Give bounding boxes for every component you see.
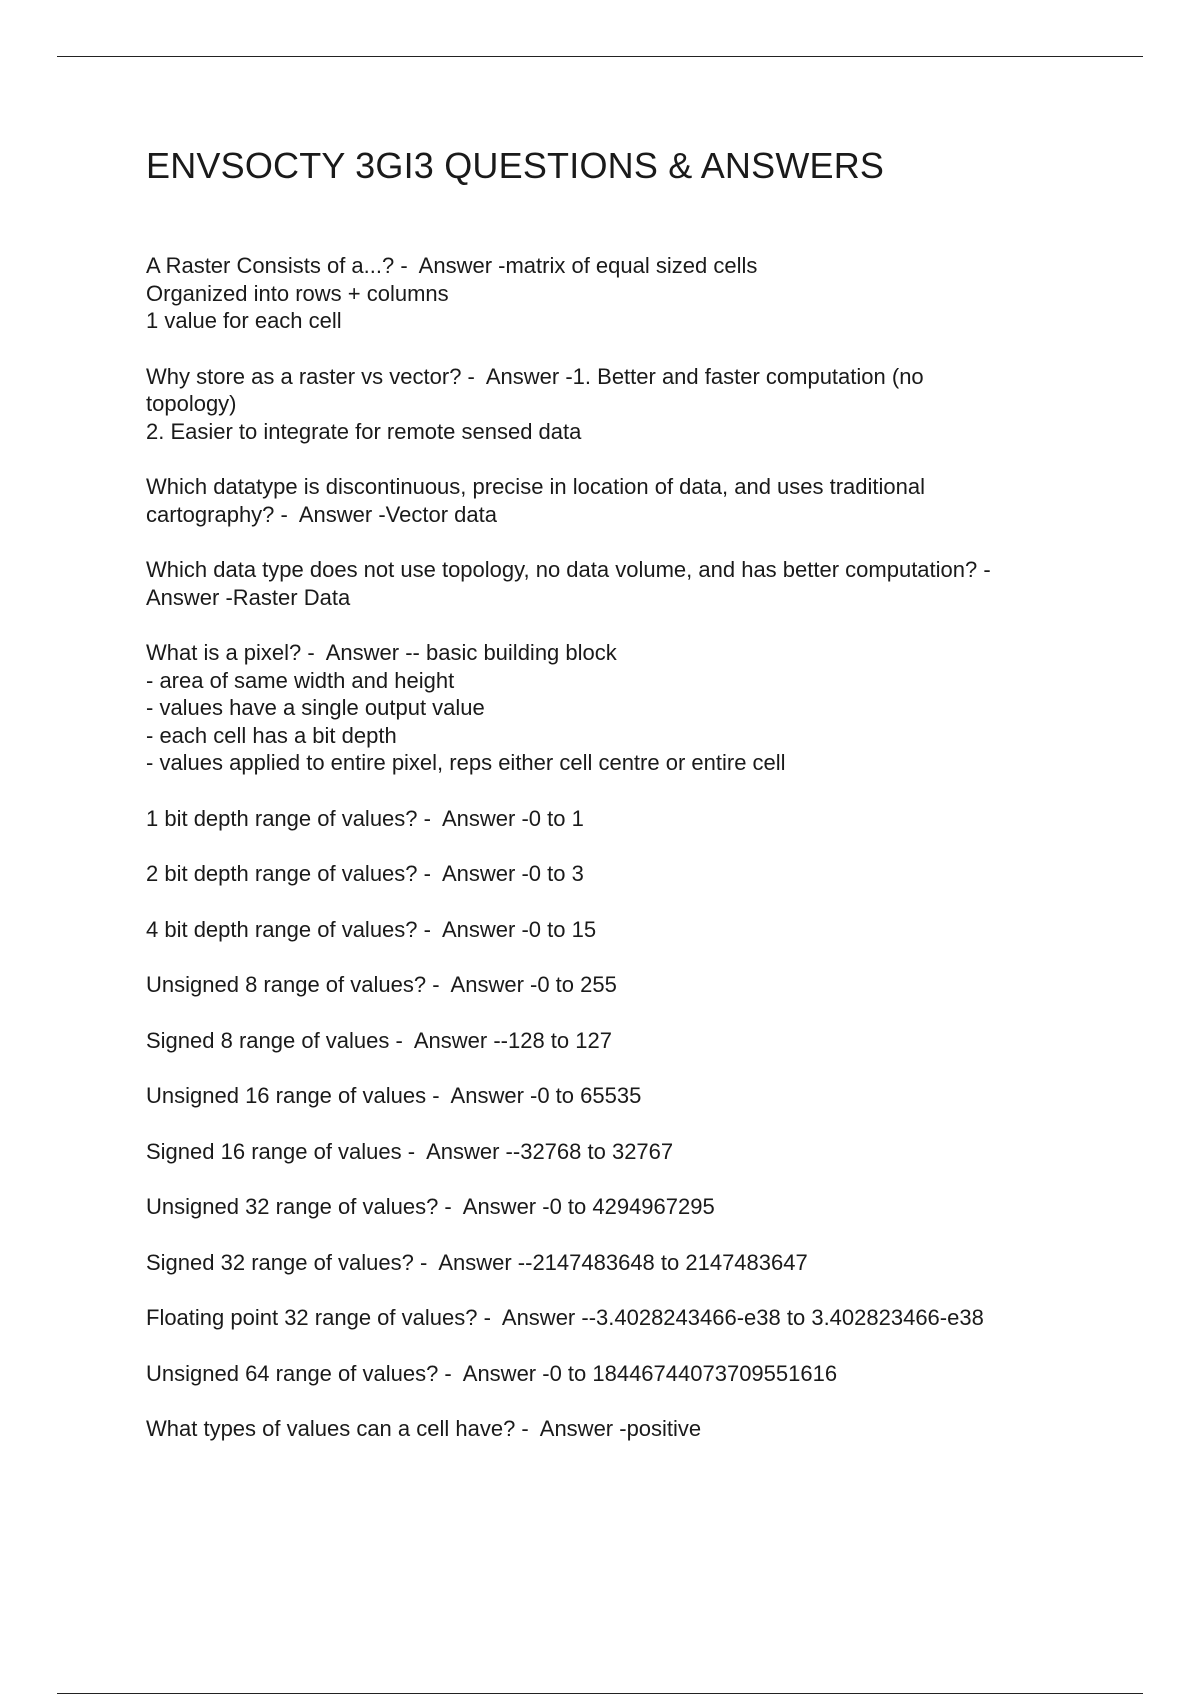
qa-line: - values have a single output value [146, 695, 485, 720]
qa-item [146, 1082, 1106, 1110]
qa-item [146, 805, 1106, 833]
qa-line: 2. Easier to integrate for remote sensed data [146, 418, 582, 444]
qa-line: - each cell has a bit depth [146, 722, 397, 748]
qa-item [146, 473, 1106, 528]
qa-line: Unsigned 32 range of values? - Answer -0 to 4294967295 [146, 1194, 715, 1219]
qa-line: Why store as a raster vs vector? - Answer -1. Better and faster computation (no [146, 363, 924, 389]
qa-item [146, 860, 1106, 888]
qa-line: Which data type does not use topology, no data volume, and has better computation? - [146, 557, 991, 582]
qa-item [146, 1027, 1106, 1055]
top-rule [57, 56, 1143, 57]
qa-line: cartography? - Answer -Vector data [146, 501, 497, 527]
qa-line: 1 value for each cell [146, 308, 342, 333]
qa-item [146, 639, 1106, 777]
qa-item [146, 916, 1106, 944]
qa-line: - area of same width and height [146, 667, 455, 693]
qa-item [146, 971, 1106, 999]
qa-item [146, 556, 1106, 611]
bottom-rule [57, 1693, 1143, 1694]
qa-line: Unsigned 16 range of values - Answer -0 to 65535 [146, 1083, 642, 1108]
document-title: ENVSOCTY 3GI3 QUESTIONS & ANSWERS [146, 145, 885, 186]
qa-list [146, 252, 1106, 1443]
qa-line: Answer -Raster Data [146, 584, 351, 610]
qa-line: What is a pixel? - Answer -- basic building block [146, 640, 617, 665]
qa-item [146, 1193, 1106, 1221]
qa-line: Organized into rows + columns [146, 280, 449, 306]
qa-line: A Raster Consists of a...? - Answer -matrix of equal sized cells [146, 253, 758, 278]
qa-line: 4 bit depth range of values? - Answer -0 to 15 [146, 916, 597, 942]
qa-line: Signed 32 range of values? - Answer --2147483648 to 2147483647 [146, 1249, 808, 1275]
qa-line: Signed 16 range of values - Answer --32768 to 32767 [146, 1138, 674, 1164]
qa-item [146, 1415, 1106, 1443]
qa-item [146, 363, 1106, 446]
qa-line: - values applied to entire pixel, reps either cell centre or entire cell [146, 750, 786, 775]
qa-line: Unsigned 8 range of values? - Answer -0 to 255 [146, 972, 617, 997]
qa-line: 2 bit depth range of values? - Answer -0 to 3 [146, 861, 584, 886]
qa-item [146, 1249, 1106, 1277]
qa-line: Which datatype is discontinuous, precise in location of data, and uses traditional [146, 474, 926, 499]
qa-line: Floating point 32 range of values? - Answer --3.4028243466-e38 to 3.402823466-e38 [146, 1305, 984, 1330]
qa-line: Signed 8 range of values - Answer --128 to 127 [146, 1027, 612, 1053]
qa-item [146, 252, 1106, 335]
qa-line: topology) [146, 391, 237, 416]
qa-line: Unsigned 64 range of values? - Answer -0 to 18446744073709551616 [146, 1360, 838, 1386]
qa-line: What types of values can a cell have? - Answer -positive [146, 1416, 702, 1441]
qa-line: 1 bit depth range of values? - Answer -0 to 1 [146, 805, 584, 831]
document-body [146, 138, 1106, 1471]
qa-item [146, 1304, 1106, 1332]
qa-item [146, 1138, 1106, 1166]
qa-item [146, 1360, 1106, 1388]
